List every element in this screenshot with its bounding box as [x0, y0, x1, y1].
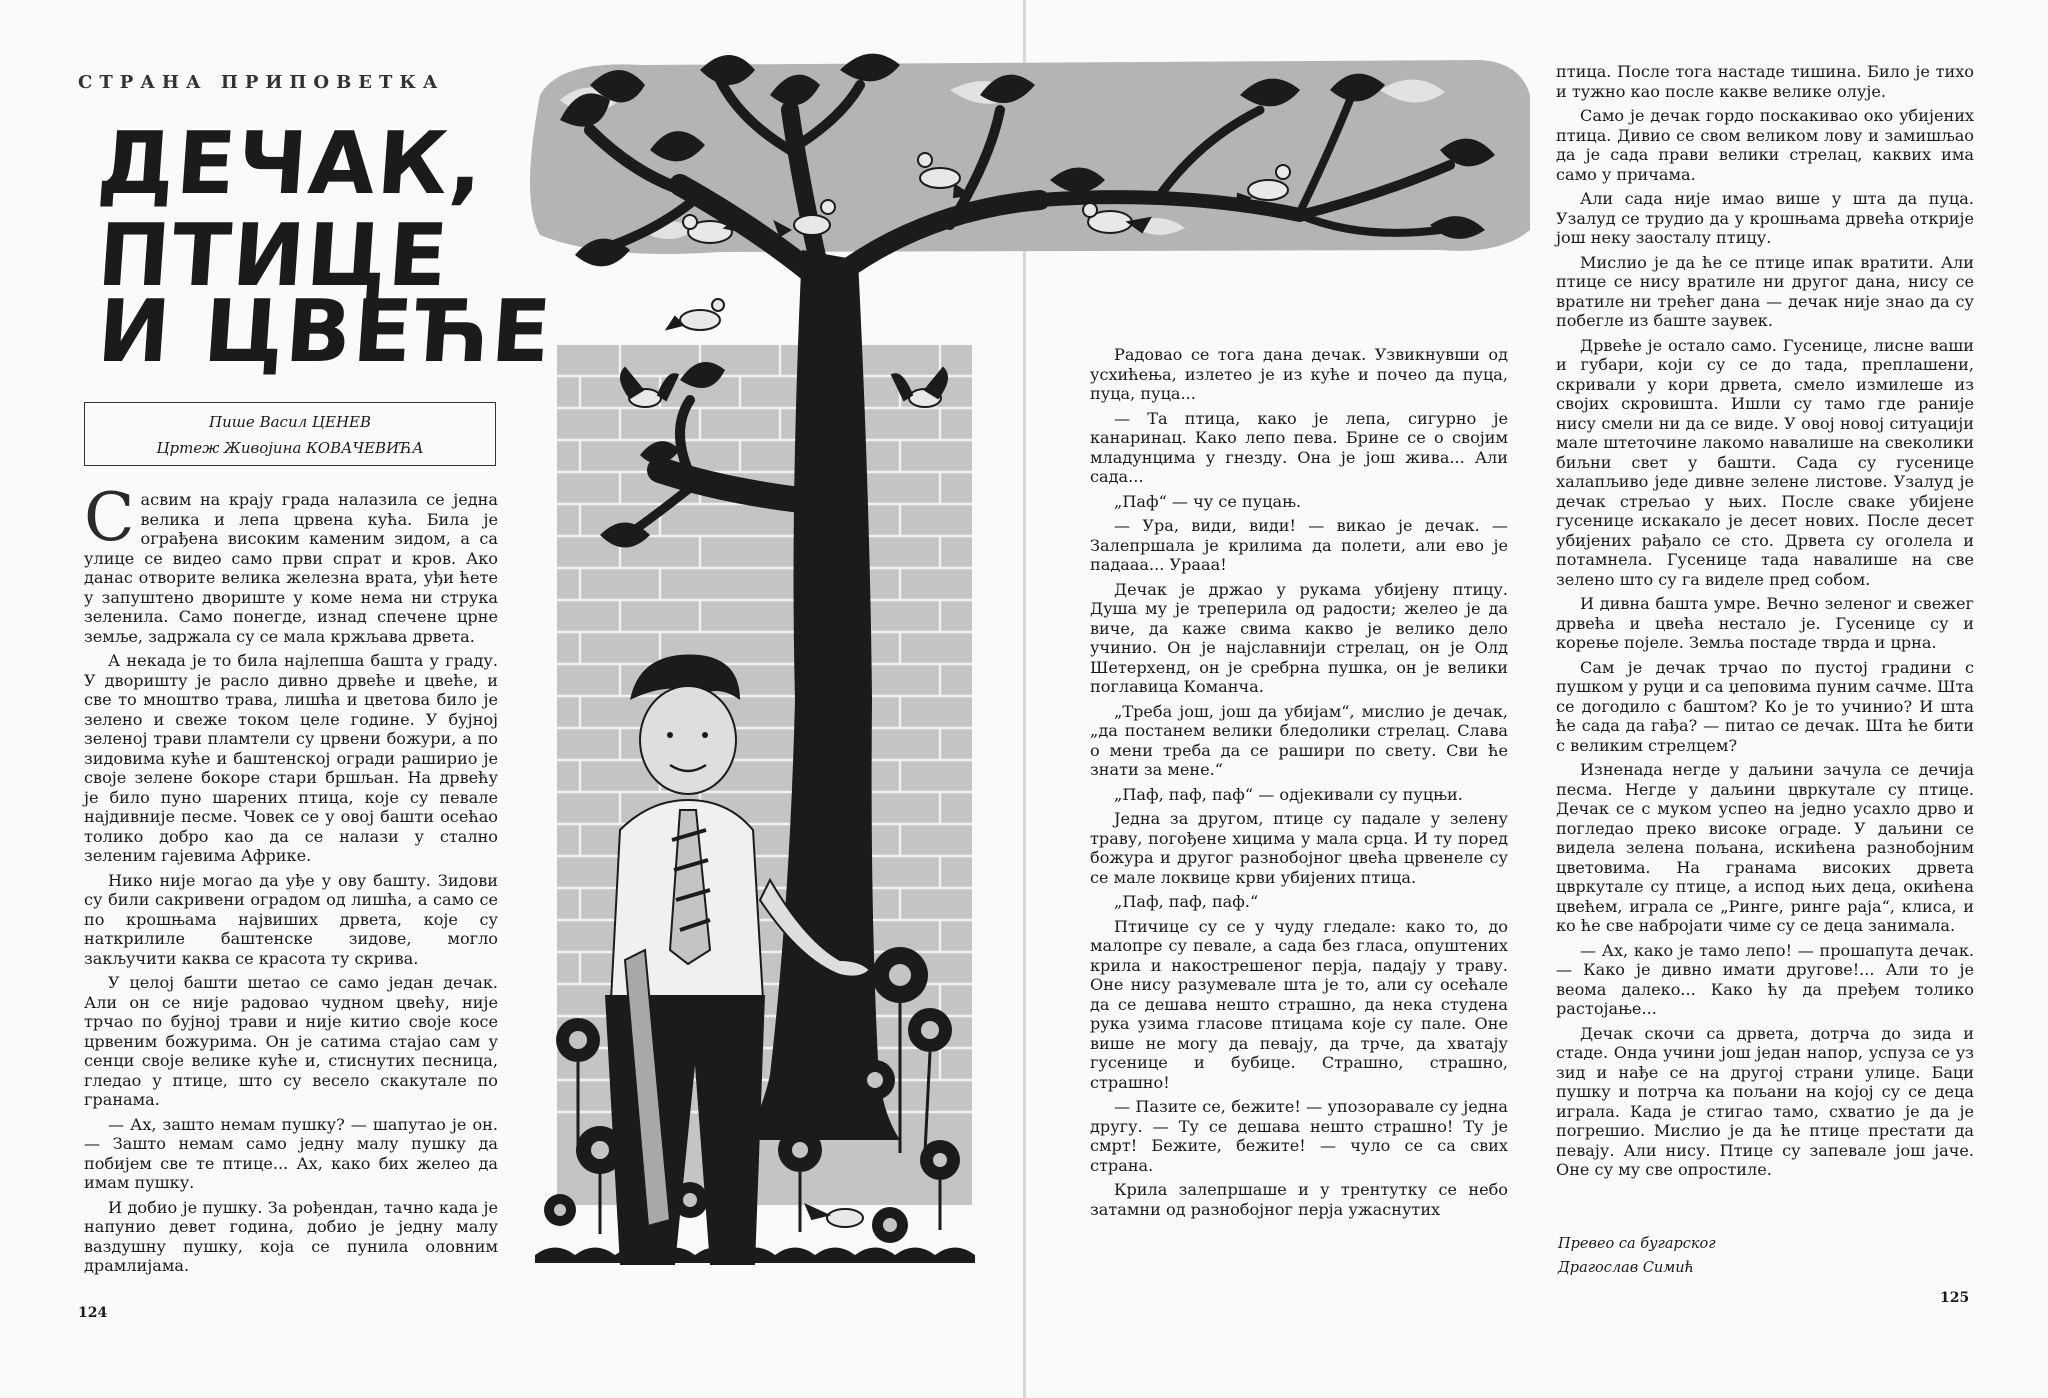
left-paragraph: А некада је то била најлепша башта у граду. У дворишту је расло дивно дрвеће и цвеће, и све то мноштво трава, лишћа и цветова било је зелено и свеже током целе године. У бујној зеленој трави пламтели су црвени божури, а по зидовима куће и баштенској огради раширио је своје зелене бокоре стари бршљан. На дрвећу је било пуно шарених птица, које су певале најдивније песме. Човек се у овој башти осећао толико добро као да се налази у стално зеленим гајевима Африке.	[84, 651, 498, 865]
byline-illustrator: Цртеж Живојина КОВАЧЕВИЋА	[156, 439, 424, 457]
middle-paragraph: Крила залепршаше и у трентутку се небо затамни од разнобојног перја ужаснутих	[1090, 1180, 1508, 1219]
middle-paragraph: Једна за другом, птице су падале у зелену траву, погођене хицима у мала срца. И ту поред божура и другог разнобојног цвећа црвенеле су се мале локвице крви убијених птица.	[1090, 809, 1508, 887]
right-paragraph: Али сада није имао више у шта да пуца. Узалуд се трудио да у крошњама дрвећа открије још неку заосталу птицу.	[1556, 189, 1974, 247]
right-paragraph: Сам је дечак трчао по пустој градини с пушком у руци и са џеповима пуним сачме. Шта се догодило с баштом? Ко је то учинио? И шта ће сада да гађа? — питао се дечак. Шта ће бити с великим стрелцем?	[1556, 657, 1974, 755]
title-line-2: ПТИЦЕ	[94, 206, 453, 306]
right-paragraph: Само је дечак гордо поскакивао око убијених птица. Дивио се свом великом лову и замишљао да је сада прави велики стрелац, каквих има само у причама.	[1556, 106, 1974, 184]
middle-paragraph: Радовао се тога дана дечак. Узвикнувши од усхићења, излетео је из куће и почео да пуца, пуца, пуца...	[1090, 345, 1508, 403]
right-paragraph: Изненада негде у даљини зачула се дечија песма. Негде у даљини цвркутале су птице. Дечак се с муком успео на једно усахло дрво и погледао преко високе ограде. У даљини се видела зелена пољана, искићена разнобојним цветовима. На гранама високих дрвета цвркутале су птице, а испод њих деца, окићена цвећем, играла се „Ринге, ринге раја“, клиса, и ко ће све набројати чиме су се деца занимала.	[1556, 760, 1974, 935]
left-paragraph: — Ах, зашто немам пушку? — шапутао је он. — Зашто немам само једну малу пушку да побијем све те птице... Ах, како бих желео да имам пушку.	[84, 1114, 498, 1192]
section-label: СТРАНА ПРИПОВЕТКА	[78, 72, 445, 93]
left-text-column	[84, 479, 498, 1290]
left-paragraph: У целој башти шетао се само један дечак. Али он се није радовао чудном цвећу, није трчао по бујној трави и није китио своје косе црвеним божурима. Он је сатима стајао сам у сенци своје велике куће и, стиснутих песница, гледао у птице, што су весело скакутале по гранама.	[84, 973, 498, 1109]
byline-box	[84, 402, 496, 466]
boy-face	[640, 686, 736, 794]
middle-paragraph: Птичице су се у чуду гледале: како то, до малопре су певале, а сада без гласа, опуштених крила и накострешеног перја, падају у траву. Оне нису разумевале шта је то, али су осећале да се дешава нешто страшно, да нека студена рука узима гласове птицама које су пале. Оне више не могу да певају, да трче, да хватају гусенице и бубице. Страшно, страшно, страшно!	[1090, 916, 1508, 1092]
right-paragraph: Мислио је да ће се птице ипак вратити. Али птице се нису вратиле ни другог дана, нису се вратиле ни трећег дана — дечак није знао да су побегле из баште заувек.	[1556, 252, 1974, 330]
right-text-column	[1556, 62, 1974, 1222]
translator-line-2: Драгослав Симић	[1558, 1260, 1694, 1276]
translator-credit	[1558, 1232, 1716, 1280]
right-paragraph: И дивна башта умре. Вечно зеленог и свежег дрвећа и цвећа нестало је. Гусенице су и корење појеле. Земља постаде тврда и црна.	[1556, 594, 1974, 652]
right-paragraph: — Ах, како је тамо лепо! — прошапута дечак. — Како је дивно имати другове!... Али то је веома далеко... Како ћу да пређем толико растојање...	[1556, 940, 1974, 1018]
middle-paragraph: — Пазите се, бежите! — упозоравале су једна другу. — Ту се дешава нешто страшно! Ту је смрт! Бежите, бежите! — чуло се са свих страна.	[1090, 1097, 1508, 1175]
middle-paragraph: „Треба још, још да убијам“, мислио је дечак, „да постанем велики бледолики стрелац. Слава о мени треба да се рашири по свету. Сви ће знати за мене.“	[1090, 701, 1508, 779]
right-paragraph: Дечак скочи са дрвета, дотрча до зида и стаде. Онда учини још један напор, успуза се уз зид и нађе се на другој страни улице. Баци пушку и потрча ка пољани на којој су се деца играла. Када је стигао тамо, схватио је да је погрешио. Мислио је да ће птице престати да певају. Али нису. Птице су запевале још јаче. Оне су му све опростиле.	[1556, 1023, 1974, 1179]
title-line-3: И ЦВЕЋЕ	[94, 282, 556, 382]
dropcap: С	[84, 479, 135, 556]
middle-paragraph: „Паф, паф, паф.“	[1114, 892, 1259, 911]
byline-author: Пише Васил ЦЕНЕВ	[208, 413, 372, 431]
bird-6	[667, 299, 724, 330]
middle-paragraph: „Паф, паф, паф“ — одјекивали су пуцњи.	[1114, 784, 1463, 804]
dead-bird	[806, 1205, 863, 1227]
middle-paragraph: — Ура, види, види! — викао је дечак. — Залепршала је крилима да полети, али ево је падааа... Урааа!	[1090, 516, 1508, 574]
left-paragraph: И добио је пушку. За рођендан, тачно када је напунио девет година, добио је једну малу ваздушну пушку, која се пунила оловним драмлијама.	[84, 1197, 498, 1275]
page-number-left: 124	[78, 1305, 108, 1321]
title-line-1: ДЕЧАК,	[94, 114, 488, 214]
ground-grass	[535, 1248, 975, 1264]
middle-paragraph: „Паф“ — чу се пуцањ.	[1114, 491, 1302, 511]
right-paragraph: Дрвеће је остало само. Гусенице, лисне ваши и губари, који су се до тада, преплашени, скривали у кори дрвета, смело измилеше из својих скровишта. Ишли су тамо где раније нису смели ни да се виде. У овој новој ситуацији мале штеточине лакомо навалише на свеколики биљни свет у башти. Сада су гусенице халапљиво једе дивне зелене листове. Узалуд је дечак стрељао у њих. После сваке убијене гусенице искакало је десет нових. После десет убијених рађало се сто. Дрвета су оголела и потамнела. Гусенице тада навалише на све зелено што су га виделе пред собом.	[1556, 335, 1974, 589]
page-number-right: 125	[1940, 1290, 1970, 1306]
left-paragraph: Нико није могао да уђе у ову башту. Зидови су били сакривени оградом од лишћа, а само се по крошњама највиших дрвета, које су наткрилиле баштенске зидове, могло закључити каква се красота ту скрива.	[84, 870, 498, 968]
middle-paragraph: Дечак је држао у рукама убијену птицу. Душа му је треперила од радости; желео је да виче, да каже свима какво је велико дело учинио. Он је најславнији стрелац, он је Олд Шетерхенд, он је сребрна пушка, он је велики поглавица Команча.	[1090, 579, 1508, 696]
boy-trousers	[605, 995, 765, 1265]
translator-line-1: Превео са бугарског	[1558, 1236, 1716, 1252]
middle-paragraph: — Та птица, како је лепа, сигурно је канаринац. Како лепо пева. Брине се о својим младунцима у гнезду. Она је још жива... Али сада...	[1090, 408, 1508, 486]
right-paragraph: птица. После тога настаде тишина. Било је тихо и тужно као после какве велике олује.	[1556, 62, 1974, 101]
middle-text-column	[1090, 345, 1508, 1280]
left-paragraph: Сасвим на крају града налазила се једна велика и лепа црвена кућа. Била је ограђена високим каменим зидом, а са улице се видео само први спрат и кров. Ако данас отворите велика железна врата, уђи ћете у запуштено двориште у коме нема ни струка зеленила. Само понегде, изнад спечене црне земље, задржала су се мала кржљава дрвета.	[84, 479, 498, 646]
